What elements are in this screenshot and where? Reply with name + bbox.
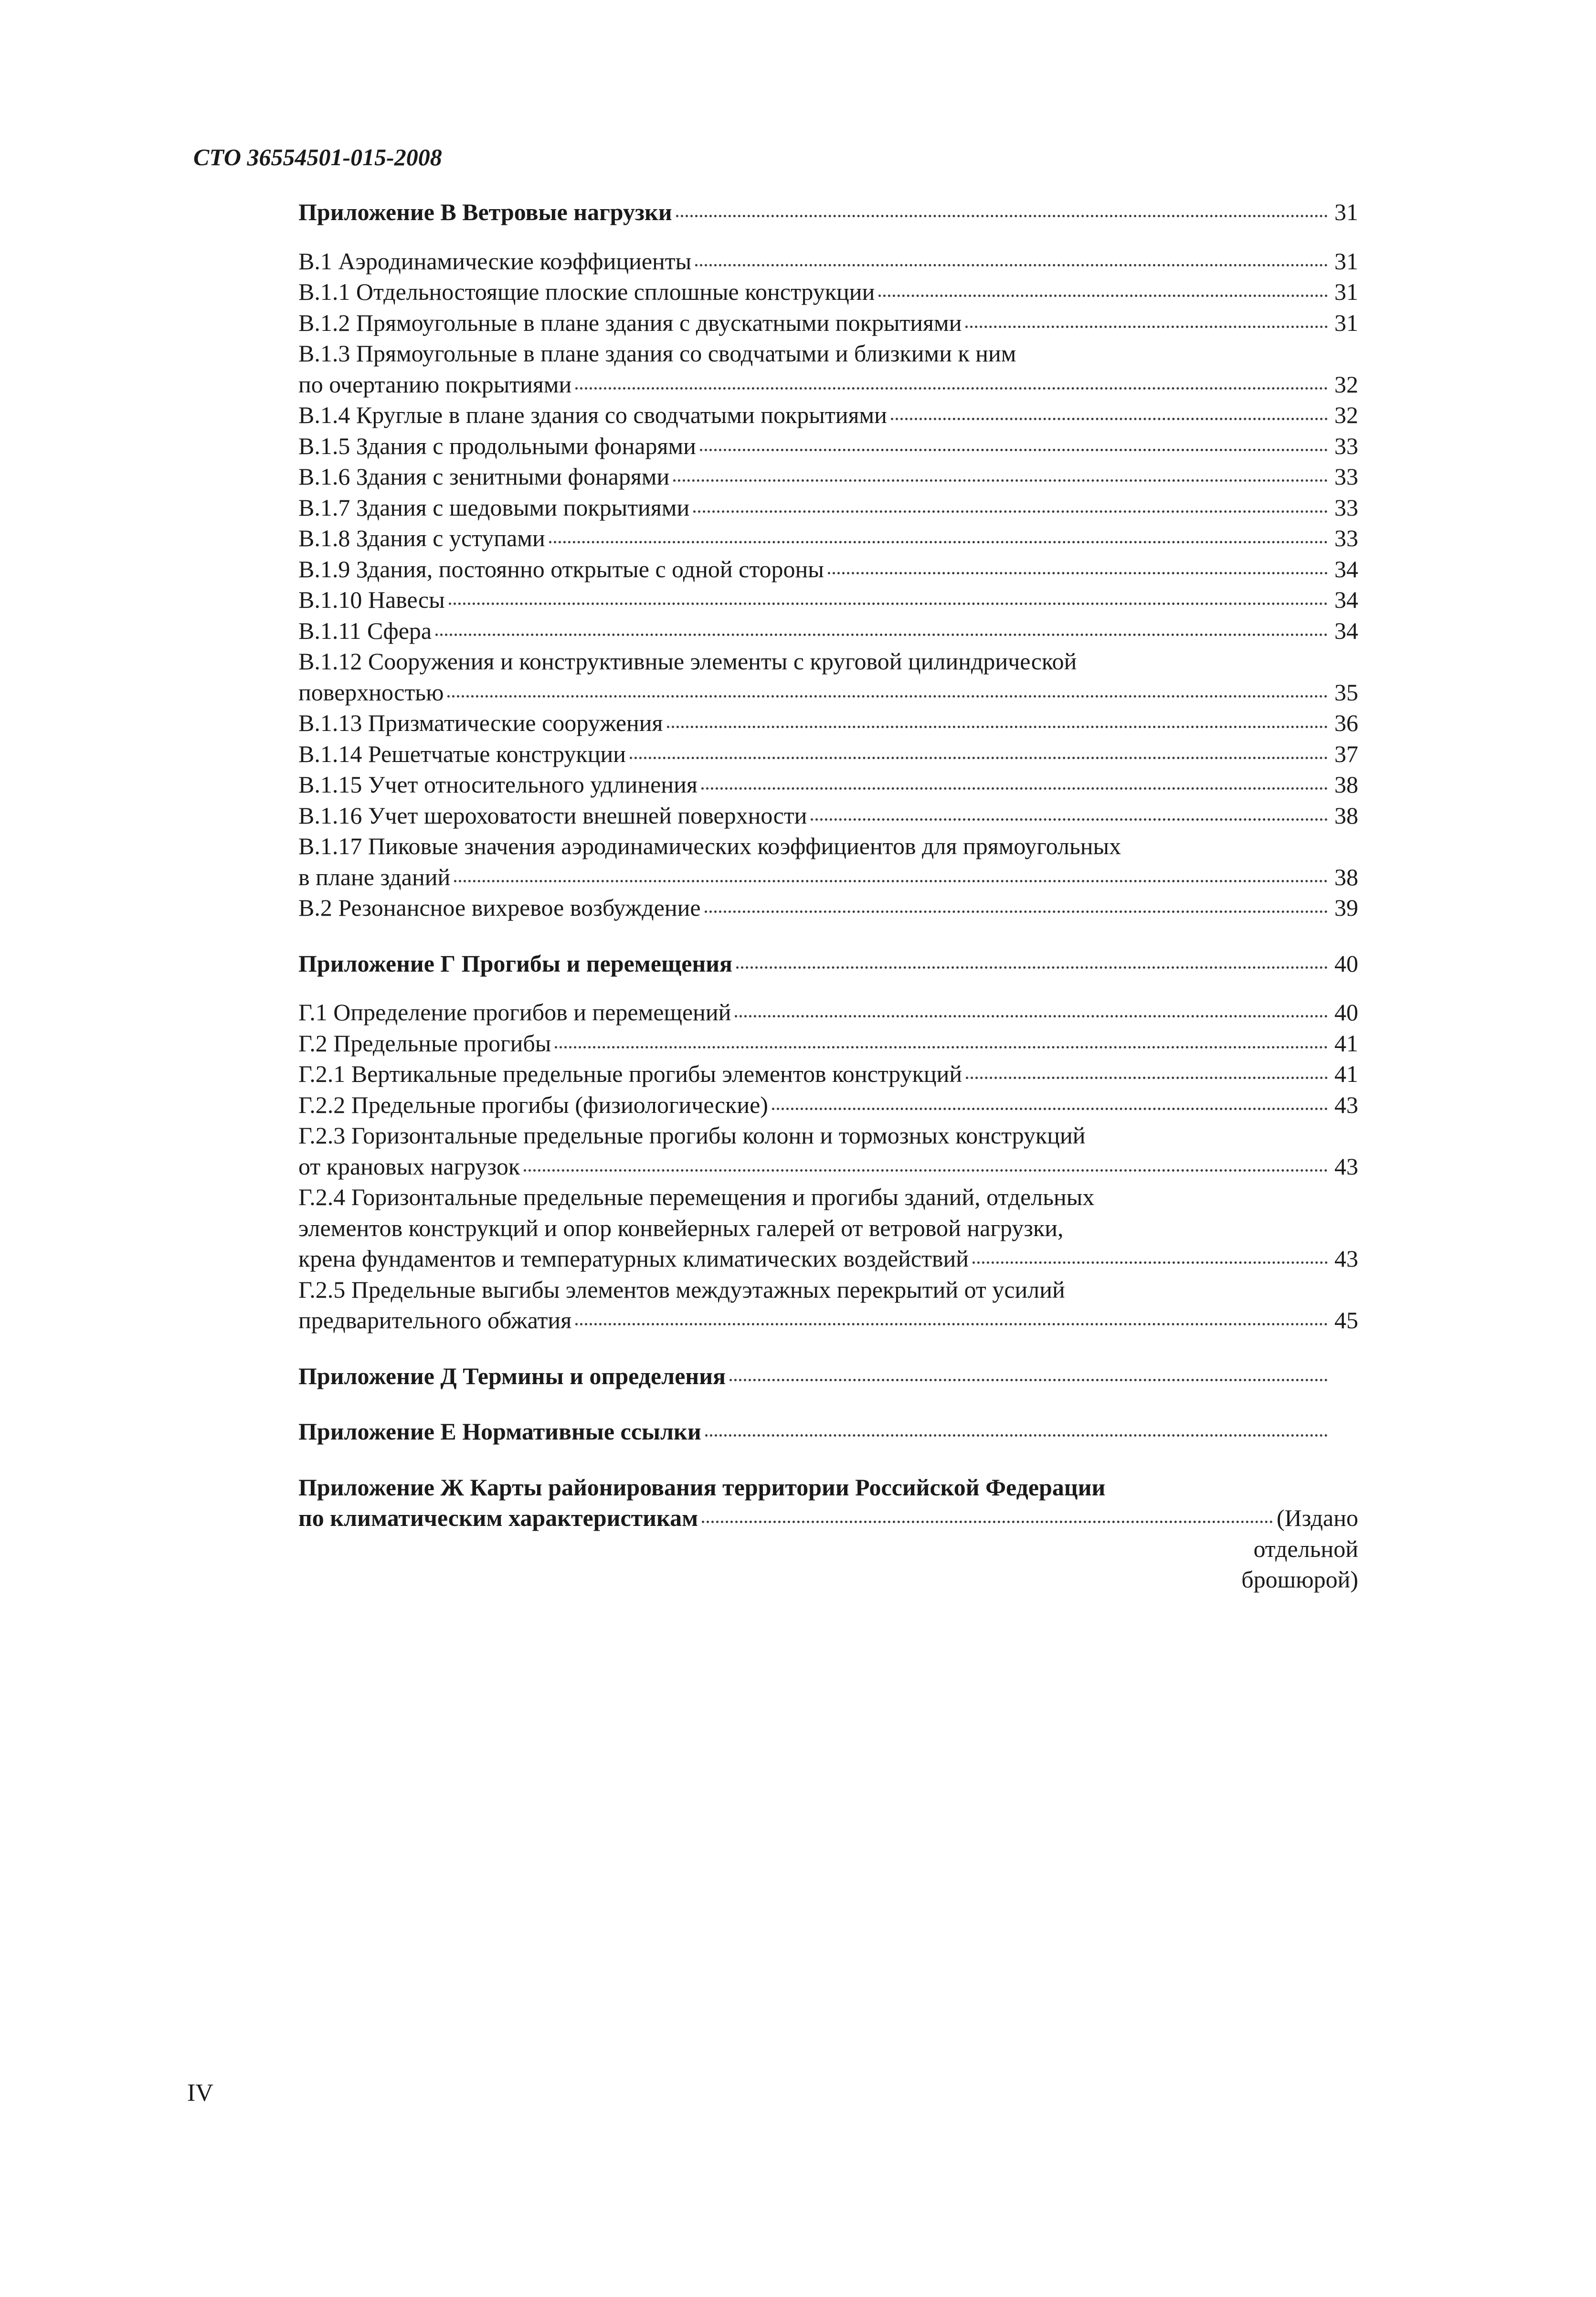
toc-entry[interactable]: В.1.15 Учет относительного удлинения 38 (298, 769, 1358, 800)
dot-leader (575, 1323, 1328, 1325)
dot-leader (735, 1015, 1328, 1017)
dot-leader (891, 417, 1328, 420)
page-ref: 34 (1334, 555, 1358, 582)
toc-entry[interactable]: В.1.10 Навесы 34 (298, 584, 1358, 615)
dot-leader (700, 448, 1328, 451)
dot-leader (972, 1261, 1328, 1264)
page-ref: 40 (1334, 999, 1358, 1026)
dot-leader (966, 1076, 1328, 1079)
toc-entry[interactable]: В.1 Аэродинамические коэффициенты 31 (298, 246, 1358, 277)
page-ref: 38 (1334, 802, 1358, 829)
toc-entry[interactable]: В.1.14 Решетчатые конструкции 37 (298, 739, 1358, 770)
page-ref: 32 (1334, 370, 1358, 398)
toc-entry-continued[interactable]: В.1.3 Прямоугольные в плане здания со сводчатыми и близкими к ним (298, 340, 1016, 367)
page-ref: 37 (1334, 740, 1358, 767)
toc-entry[interactable]: Г.1 Определение прогибов и перемещений 40 (298, 997, 1358, 1028)
dot-leader (575, 387, 1328, 390)
dot-leader (695, 264, 1328, 266)
dot-leader (878, 294, 1328, 297)
dot-leader (549, 540, 1328, 543)
page-number: IV (187, 2079, 213, 2106)
toc-appendix-v-items (298, 246, 1358, 923)
dot-leader (736, 966, 1328, 969)
page-ref: 31 (1334, 278, 1358, 305)
toc-entry[interactable]: В.1.8 Здания с уступами 33 (298, 523, 1358, 554)
toc-entry-continued[interactable]: Г.2.5 Предельные выгибы элементов междуэтажных перекрытий от усилий (298, 1276, 1065, 1303)
toc-entry-continued[interactable]: Г.2.3 Горизонтальные предельные прогибы колонн и тормозных конструкций (298, 1122, 1086, 1149)
toc-entry[interactable]: крена фундаментов и температурных климатических воздействий 43 (298, 1243, 1358, 1274)
toc-entry[interactable]: В.1.1 Отдельностоящие плоские сплошные конструкции 31 (298, 276, 1358, 307)
toc-appendix-e-heading[interactable]: Приложение Е Нормативные ссылки (298, 1416, 1358, 1447)
dot-leader (705, 1434, 1328, 1437)
dot-leader (555, 1046, 1328, 1048)
toc-entry[interactable]: В.1.16 Учет шероховатости внешней поверхности 38 (298, 800, 1358, 831)
dot-leader (524, 1169, 1328, 1172)
page-ref: 40 (1334, 950, 1358, 977)
toc-entry[interactable]: поверхностью 35 (298, 677, 1358, 708)
toc-entry[interactable]: В.1.4 Круглые в плане здания со сводчатыми покрытиями 32 (298, 400, 1358, 431)
dot-leader (673, 479, 1328, 482)
toc-entry-continued[interactable]: элементов конструкций и опор конвейерных галерей от ветровой нагрузки, (298, 1214, 1064, 1241)
dot-leader (772, 1107, 1328, 1110)
toc-entry[interactable]: от крановых нагрузок 43 (298, 1151, 1358, 1182)
toc-entry-continued[interactable]: В.1.12 Сооружения и конструктивные элементы с круговой цилиндрической (298, 648, 1077, 675)
page-ref: 33 (1334, 494, 1358, 521)
page-ref: 39 (1334, 894, 1358, 921)
page-ref: 34 (1334, 617, 1358, 644)
toc-entry[interactable]: В.1.13 Призматические сооружения 36 (298, 708, 1358, 739)
page-ref: 32 (1334, 402, 1358, 428)
toc-entry[interactable]: В.1.9 Здания, постоянно открытые с одной стороны 34 (298, 554, 1358, 585)
page-ref: 31 (1334, 199, 1358, 225)
page-ref: 41 (1334, 1029, 1358, 1057)
page-ref: 35 (1334, 678, 1358, 706)
page-ref: 36 (1334, 709, 1358, 736)
dot-leader (705, 910, 1328, 913)
dot-leader (676, 214, 1328, 217)
dot-leader (667, 725, 1328, 728)
document-code-header: СТО 36554501-015-2008 (193, 144, 442, 170)
dot-leader (811, 818, 1328, 821)
page-ref: 38 (1334, 771, 1358, 798)
toc-appendix-v-heading[interactable]: Приложение В Ветровые нагрузки 31 (298, 197, 1358, 228)
dot-leader (702, 1520, 1273, 1523)
toc-entry[interactable]: В.2 Резонансное вихревое возбуждение 39 (298, 892, 1358, 923)
page-ref: 33 (1334, 432, 1358, 459)
toc-entry[interactable]: В.1.2 Прямоугольные в плане здания с двускатными покрытиями 31 (298, 307, 1358, 339)
toc-appendix-g-items (298, 997, 1358, 1336)
toc-appendix-zh-heading-line2[interactable]: по климатическим характеристикам (Издано (298, 1503, 1358, 1534)
toc-entry[interactable]: Г.2.2 Предельные прогибы (физиологические) 43 (298, 1090, 1358, 1121)
page-ref: 31 (1334, 309, 1358, 336)
toc-entry[interactable]: в плане зданий 38 (298, 862, 1358, 893)
toc-appendix-g-heading[interactable]: Приложение Г Прогибы и перемещения 40 (298, 948, 1358, 979)
page-ref: 43 (1334, 1091, 1358, 1118)
toc-entry[interactable]: В.1.6 Здания с зенитными фонарями 33 (298, 461, 1358, 492)
page-note-line2: отдельной (1253, 1535, 1358, 1562)
page-ref: 33 (1334, 525, 1358, 551)
page-ref: 34 (1334, 586, 1358, 613)
dot-leader (701, 787, 1328, 790)
toc-entry-continued[interactable]: Г.2.4 Горизонтальные предельные перемещения и прогибы зданий, отдельных (298, 1184, 1095, 1210)
page-note-line3: брошюрой) (1241, 1566, 1358, 1593)
page-ref: 43 (1334, 1245, 1358, 1272)
dot-leader (630, 756, 1328, 759)
toc-entry[interactable]: В.1.7 Здания с шедовыми покрытиями 33 (298, 492, 1358, 523)
dot-leader (693, 510, 1328, 513)
table-of-contents (298, 197, 1358, 1595)
dot-leader (729, 1378, 1328, 1381)
dot-leader (435, 633, 1328, 636)
toc-appendix-d-heading[interactable]: Приложение Д Термины и определения (298, 1361, 1358, 1392)
dot-leader (449, 602, 1328, 605)
page-ref: 41 (1334, 1060, 1358, 1087)
page-ref: 38 (1334, 863, 1358, 890)
page-ref: 45 (1334, 1307, 1358, 1334)
dot-leader (447, 695, 1328, 698)
toc-entry[interactable]: Г.2 Предельные прогибы 41 (298, 1028, 1358, 1059)
toc-entry[interactable]: В.1.11 Сфера 34 (298, 615, 1358, 646)
toc-entry[interactable]: по очертанию покрытиями 32 (298, 369, 1358, 400)
page-ref: 31 (1334, 247, 1358, 275)
page-ref: 33 (1334, 463, 1358, 490)
dot-leader (965, 325, 1328, 328)
toc-entry-continued[interactable]: В.1.17 Пиковые значения аэродинамических коэффициентов для прямоугольных (298, 833, 1121, 859)
dot-leader (828, 572, 1328, 574)
toc-entry[interactable]: предварительного обжатия 45 (298, 1305, 1358, 1336)
toc-entry[interactable]: В.1.5 Здания с продольными фонарями 33 (298, 431, 1358, 462)
toc-entry[interactable]: Г.2.1 Вертикальные предельные прогибы элементов конструкций 41 (298, 1059, 1358, 1090)
toc-appendix-zh-heading[interactable]: Приложение Ж Карты районирования территории Российской Федерации (298, 1473, 1106, 1501)
page-ref: 43 (1334, 1153, 1358, 1180)
dot-leader (454, 879, 1328, 882)
page-note: (Издано (1277, 1504, 1358, 1531)
